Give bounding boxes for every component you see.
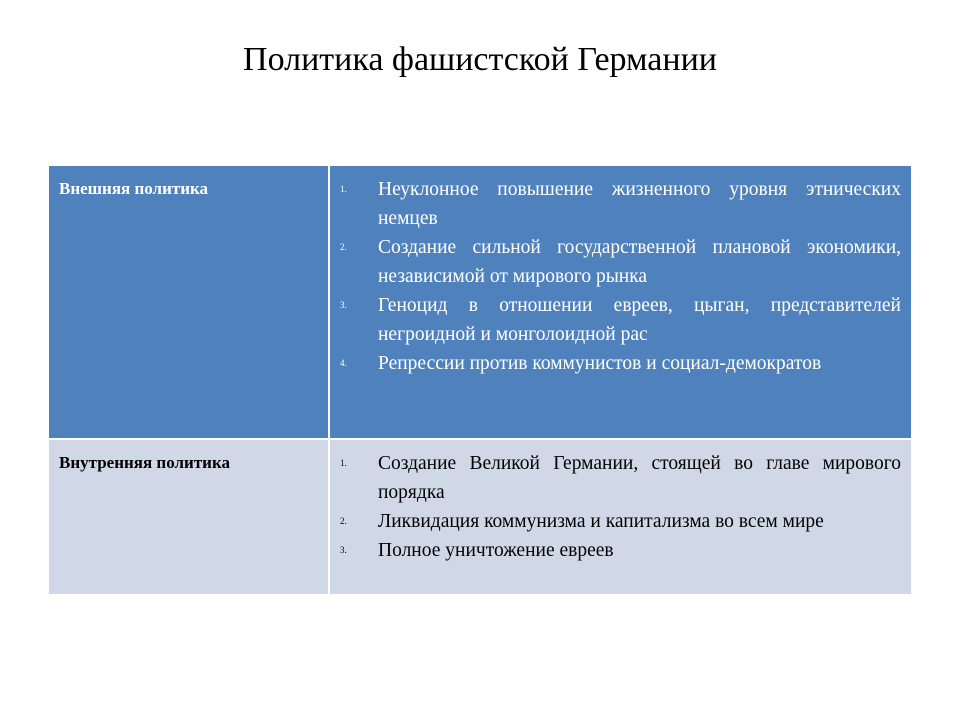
numbered-list	[330, 440, 911, 565]
table-row-domestic-policy	[49, 439, 911, 594]
policy-table	[49, 166, 911, 594]
page-title: Политика фашистской Германии	[243, 41, 717, 78]
list-item-text: Неуклонное повышение жизненного уровня этнических немцев	[378, 179, 901, 229]
list-item-number: 3.	[340, 300, 347, 310]
list-item-text: Геноцид в отношении евреев, цыган, представителей негроидной и монголоидной рас	[378, 295, 901, 345]
table-row-foreign-policy	[49, 166, 911, 439]
row-items-cell	[329, 439, 911, 594]
list-item	[338, 175, 901, 233]
list-item-number: 1.	[340, 184, 347, 194]
list-item	[338, 349, 901, 378]
numbered-list	[330, 166, 911, 378]
row-label: Внешняя политика	[59, 179, 209, 198]
list-item-number: 1.	[340, 458, 347, 468]
list-item-number: 4.	[340, 358, 347, 368]
list-item-text: Создание сильной государственной плановой экономики, независимой от мирового рынка	[378, 237, 901, 287]
list-item	[338, 507, 901, 536]
list-item-text: Репрессии против коммунистов и социал-демократов	[378, 353, 822, 374]
row-label: Внутренняя политика	[59, 453, 231, 472]
list-item-text: Создание Великой Германии, стоящей во главе мирового порядка	[378, 453, 901, 503]
row-items-cell	[329, 166, 911, 439]
list-item-number: 2.	[340, 516, 347, 526]
row-label-cell	[49, 439, 329, 594]
list-item	[338, 536, 901, 565]
list-item-number: 3.	[340, 545, 347, 555]
list-item-number: 2.	[340, 242, 347, 252]
list-item-text: Ликвидация коммунизма и капитализма во всем мире	[378, 511, 824, 532]
list-item	[338, 449, 901, 507]
list-item	[338, 291, 901, 349]
list-item	[338, 233, 901, 291]
row-label-cell	[49, 166, 329, 439]
list-item-text: Полное уничтожение евреев	[378, 540, 614, 561]
